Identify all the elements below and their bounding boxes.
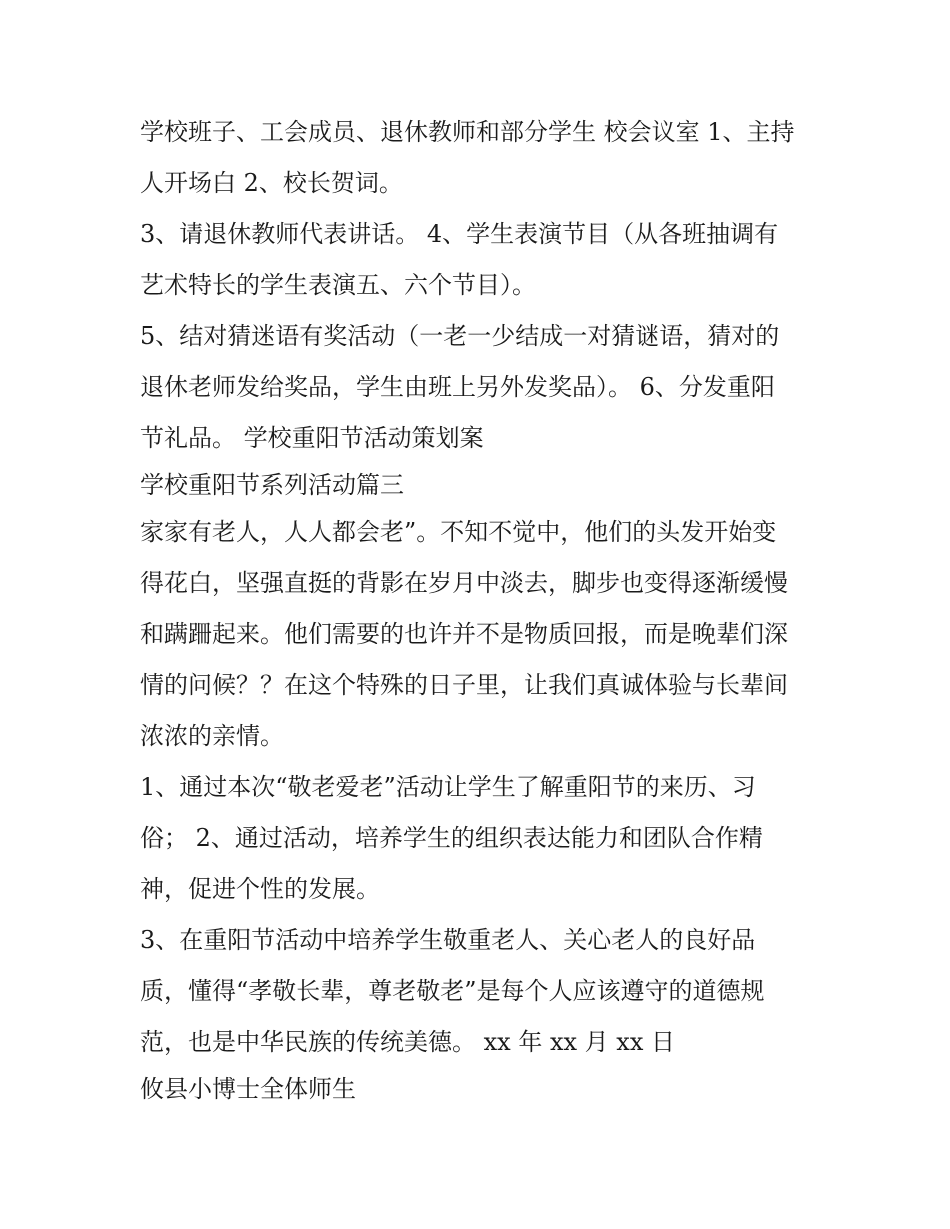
text-line: 攸县小博士全体师生	[140, 1075, 356, 1103]
text-line: 3、在重阳节活动中培养学生敬重老人、关心老人的良好品	[140, 926, 756, 954]
text-line: 5、结对猜迷语有奖活动（一老一少结成一对猜谜语，猜对的	[140, 322, 780, 350]
text-line: 和蹒跚起来。他们需要的也许并不是物质回报，而是晚辈们深	[140, 620, 788, 648]
paragraph-goal-1	[140, 762, 820, 915]
text-line: 1、通过本次“敬老爱老”活动让学生了解重阳节的来历、习	[140, 773, 756, 801]
text-line: 俗； 2、通过活动，培养学生的组织表达能力和团队合作精	[140, 824, 763, 852]
text-line: 节礼品。 学校重阳节活动策划案	[140, 424, 484, 452]
signature-line	[140, 1068, 820, 1111]
text-line: 范，也是中华民族的传统美德。 xx 年 xx 月 xx 日	[140, 1028, 675, 1056]
paragraph-goal-3	[140, 915, 820, 1068]
paragraph-program	[140, 209, 820, 311]
text-line: 学校班子、工会成员、退休教师和部分学生 校会议室 1、主持	[140, 118, 795, 146]
text-line: 质，懂得“孝敬长辈，尊老敬老”是每个人应该遵守的道德规	[140, 977, 765, 1005]
text-line: 得花白，坚强直挺的背影在岁月中淡去，脚步也变得逐渐缓慢	[140, 569, 788, 597]
paragraph-intro	[140, 507, 820, 762]
text-line: 浓浓的亲情。	[140, 722, 284, 750]
text-line: 神，促进个性的发展。	[140, 875, 380, 903]
paragraph-participants	[140, 107, 820, 209]
text-line: 人开场白 2、校长贺词。	[140, 169, 403, 197]
text-line: 3、请退休教师代表讲话。 4、学生表演节目（从各班抽调有	[140, 220, 779, 248]
paragraph-riddles	[140, 311, 820, 464]
text-line: 学校重阳节系列活动篇三	[140, 471, 404, 499]
text-line: 艺术特长的学生表演五、六个节目）。	[140, 271, 536, 299]
document-body	[140, 107, 820, 1111]
text-line: 退休老师发给奖品，学生由班上另外发奖品）。 6、分发重阳	[140, 373, 775, 401]
text-line: 情的问候？？在这个特殊的日子里，让我们真诚体验与长辈间	[140, 671, 788, 699]
text-line: 家家有老人，人人都会老”。不知不觉中，他们的头发开始变	[140, 518, 777, 546]
section-heading	[140, 464, 820, 507]
